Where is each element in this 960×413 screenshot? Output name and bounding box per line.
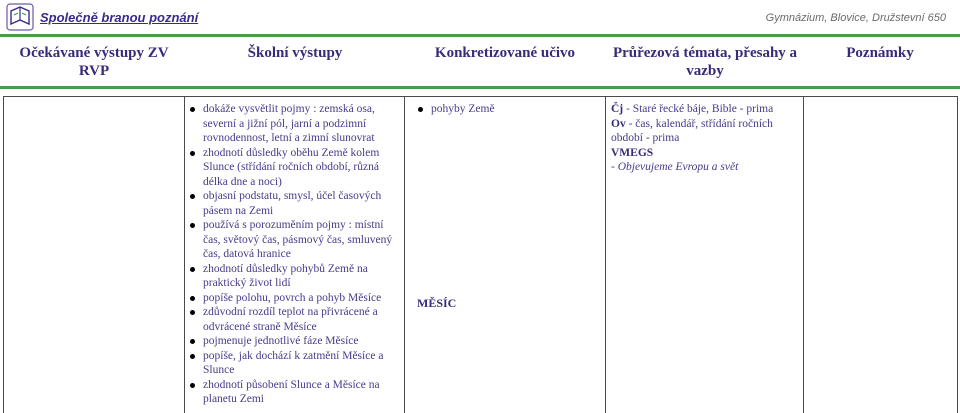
book-gate-icon (6, 3, 34, 31)
curriculum-table (3, 96, 958, 413)
column-header-school-outcomes: Školní výstupy (247, 45, 343, 61)
subject-code: VMEGS (611, 146, 654, 159)
column-divider (404, 96, 405, 413)
moon-heading: MĚSÍC (417, 296, 457, 310)
school-outcomes-cell (190, 102, 400, 407)
list-item: popíše polohu, povrch a pohyb Měsíce (190, 291, 400, 306)
column-header-content: Konkretizované učivo (434, 45, 576, 61)
header-rule-bottom (0, 86, 960, 89)
list-item: objasní podstatu, smysl, účel časových pásem na Zemi (190, 189, 400, 218)
list-item: popíše, jak dochází k zatmění Měsíce a Slunce (190, 349, 400, 378)
logo-text[interactable]: Společně branou poznání (40, 9, 199, 25)
subject-code: Ov (611, 117, 626, 130)
list-item: zdůvodní rozdíl teplot na přivrácené a odvrácené straně Měsíce (190, 305, 400, 334)
content-list (418, 102, 603, 117)
list-item: zhodnotí důsledky oběhu Země kolem Slunce (střídání ročních období, různá délka dne a noci) (190, 146, 400, 190)
header-rule-top (0, 34, 960, 37)
list-item: zhodnotí důsledky pohybů Země na praktický život lidí (190, 262, 400, 291)
content-cell (418, 102, 603, 117)
list-item: dokáže vysvětlit pojmy : zemská osa, severní a jižní pól, jarní a podzimní rovnodennost, letní a zimní slunovrat (190, 102, 400, 146)
column-header-rvp: Očekávané výstupy ZV RVP (19, 45, 169, 79)
crosscurricular-line (611, 146, 796, 161)
list-item: zhodnotí působení Slunce a Měsíce na planetu Zemi (190, 378, 400, 407)
school-name: Gymnázium, Blovice, Družstevní 650 (765, 12, 946, 24)
column-divider (803, 96, 804, 413)
crosscurricular-line: Ov - čas, kalendář, střídání ročních období - prima (611, 117, 773, 144)
column-header-notes: Poznámky (846, 45, 914, 61)
subject-code: Čj (611, 103, 624, 115)
list-item: používá s porozuměním pojmy : místní čas, světový čas, pásmový čas, smluvený čas, datová hranice (190, 218, 400, 262)
crosscurricular-line: Čj - Staré řecké báje, Bible - prima (611, 103, 774, 115)
column-divider (605, 96, 606, 413)
crosscurricular-cell (611, 102, 796, 175)
list-item: pohyby Země (418, 102, 603, 117)
column-divider (184, 96, 185, 413)
outcomes-list (190, 102, 400, 407)
list-item: pojmenuje jednotlivé fáze Měsíce (190, 334, 400, 349)
crosscurricular-line: - Objevujeme Evropu a svět (611, 161, 739, 173)
column-header-crosscurricular: Průřezová témata, přesahy a vazby (612, 45, 798, 79)
logo (6, 3, 198, 31)
